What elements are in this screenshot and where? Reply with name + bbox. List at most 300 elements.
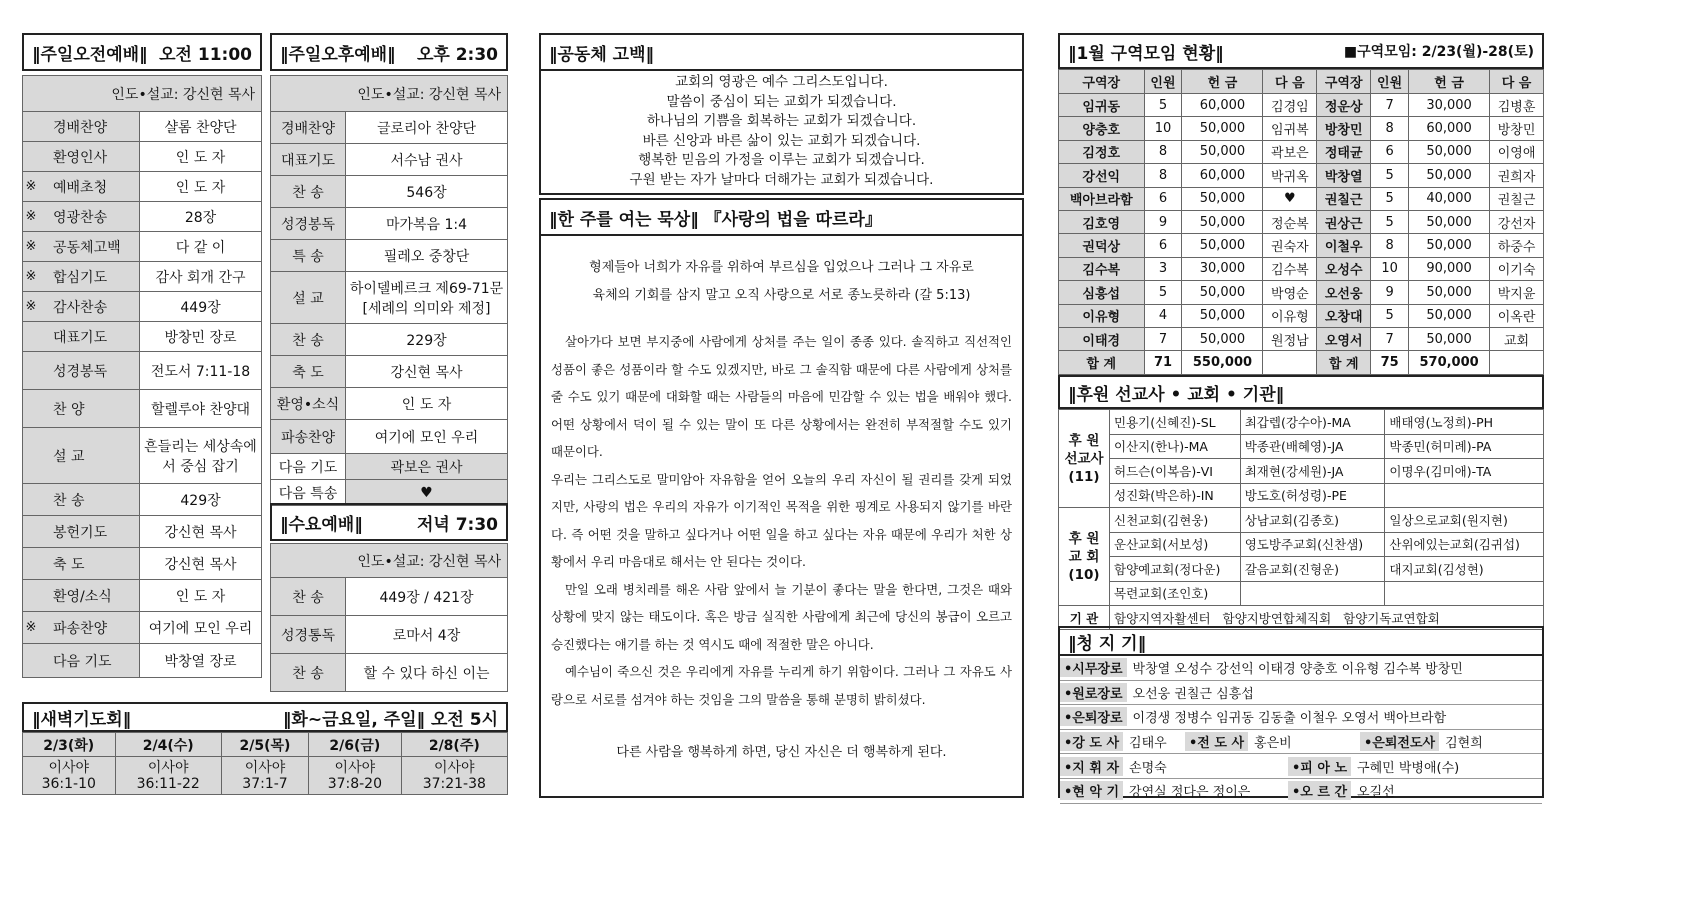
org-label: 기 관: [1059, 606, 1110, 630]
district-cell: 5: [1371, 164, 1409, 187]
district-cell: 8: [1144, 164, 1182, 187]
officer-group: [1060, 732, 1185, 751]
officer-group: [1360, 732, 1540, 751]
order-label: 예배초청: [39, 172, 140, 202]
district-cell: 60,000: [1409, 117, 1490, 140]
district-cell: [1263, 351, 1317, 374]
district-cell: 박영순: [1263, 281, 1317, 304]
order-mark: ※: [23, 172, 40, 202]
district-cell: 30,000: [1409, 94, 1490, 117]
officers-title: ‖청 지 기‖: [1068, 633, 1147, 654]
meditation-paragraph: 살아가다 보면 부지중에 사람에게 상처를 주는 일이 종종 있다. 솔직하고 직선적인 성품이 좋은 성품이라 할 수도 있겠지만, 바로 그 솔직함 때문에 다른 사람에게 상처를 줄 수도 있기 때문에 대화할 때는 사람들의 마음에 민감할 수 있는 법을 배워야 했다. 어떤 상황에서 덕이 될 수 있는 말이 또 다른 상황에서는 완전히 부적절할 수도 있기 때문이다.: [551, 334, 1012, 459]
confession-header: [539, 33, 1024, 71]
missionary-entry: 박종민(허미례)-PA: [1385, 434, 1544, 459]
confession-line: 하나님의 기쁨을 회복하는 교회가 되겠습니다.: [646, 113, 917, 129]
order-mark: [23, 112, 40, 142]
district-cell: 9: [1371, 281, 1409, 304]
order-label: 경배찬양: [271, 112, 346, 144]
order-label: 성경봉독: [271, 208, 346, 240]
district-cell: 7: [1371, 94, 1409, 117]
missionary-row: [1059, 410, 1544, 435]
order-label: 영광찬송: [39, 202, 140, 232]
officer-group: [1288, 781, 1538, 800]
church-entry: 상남교회(김종호): [1240, 508, 1385, 533]
officer-label: •은퇴장로: [1060, 707, 1127, 726]
district-cell: 50,000: [1182, 281, 1263, 304]
wednesday-row: [271, 616, 508, 654]
district-cell: 8: [1371, 234, 1409, 257]
order-label: 다음 특송: [271, 480, 346, 506]
dawn-passage: [221, 757, 308, 795]
sunday-am-row: [23, 202, 262, 232]
order-value: 429장: [140, 484, 262, 516]
district-cell: 30,000: [1182, 257, 1263, 280]
district-row: [1059, 257, 1544, 280]
order-value: 강신현 목사: [346, 356, 508, 388]
officer-names: 오선웅 권칠근 심흥섭: [1132, 686, 1254, 702]
officers-header: [1058, 626, 1544, 656]
order-label: 찬 송: [271, 324, 346, 356]
sunday-am-row: [23, 232, 262, 262]
district-cell: 정운상: [1317, 94, 1371, 117]
district-cell: 임귀복: [1263, 117, 1317, 140]
district-cell: 8: [1371, 117, 1409, 140]
order-value: 인 도 자: [140, 142, 262, 172]
church-entry: [1385, 581, 1544, 606]
officer-names: 오길선: [1357, 785, 1395, 801]
order-label: 다음 기도: [39, 644, 140, 678]
missionary-entry: [1385, 483, 1544, 508]
dawn-dates-row: [23, 733, 508, 757]
officer-label: •강 도 사: [1060, 732, 1123, 751]
sunday-am-time: 오전 11:00: [159, 44, 252, 65]
officer-label: •지 휘 자: [1060, 757, 1123, 776]
wednesday-title: ‖수요예배‖: [280, 514, 363, 535]
missionary-entry: 허드슨(이복음)-VI: [1110, 459, 1241, 484]
district-cell: 9: [1144, 210, 1182, 233]
district-cell: 합 계: [1317, 351, 1371, 374]
order-value: 강신현 목사: [140, 516, 262, 548]
district-cell: 권칠근: [1490, 187, 1544, 210]
meditation-paragraphs: [551, 328, 1012, 713]
sunday-am-row: [23, 142, 262, 172]
wednesday-leader: 인도•설교: 강신현 목사: [271, 544, 508, 578]
order-value: ♥: [346, 480, 508, 506]
order-value: 할 수 있다 하신 이는: [346, 654, 508, 692]
district-cell: 5: [1371, 187, 1409, 210]
sunday-pm-row: [271, 420, 508, 454]
district-cell: 김수복: [1263, 257, 1317, 280]
district-cell: 6: [1144, 234, 1182, 257]
order-mark: ※: [23, 262, 40, 292]
order-label: 공동체고백: [39, 232, 140, 262]
order-value: 449장: [140, 292, 262, 322]
officer-names: 강연실 정다은 정이은: [1129, 785, 1251, 801]
confession-line: 행복한 믿음의 가정을 이루는 교회가 되겠습니다.: [638, 152, 925, 168]
officer-group: [1288, 757, 1538, 776]
sunday-am-row: [23, 390, 262, 428]
district-col-header: 다 음: [1490, 70, 1544, 94]
dawn-passage: [401, 757, 507, 795]
district-cell: 임귀동: [1059, 94, 1145, 117]
sunday-am-table: [22, 75, 262, 678]
order-value: 여기에 모인 우리: [140, 612, 262, 644]
church-entry: 갈음교회(진형운): [1240, 557, 1385, 582]
wednesday-section: [270, 503, 508, 690]
order-label: 특 송: [271, 240, 346, 272]
church-row: [1059, 508, 1544, 533]
order-value: 박창열 장로: [140, 644, 262, 678]
order-mark: ※: [23, 292, 40, 322]
district-cell: 강선익: [1059, 164, 1145, 187]
order-mark: [23, 322, 40, 352]
district-cell: 이유형: [1059, 304, 1145, 327]
sunday-am-row: [23, 172, 262, 202]
wednesday-header: [270, 503, 508, 541]
district-row: [1059, 210, 1544, 233]
officer-names: 홍은비: [1254, 736, 1292, 752]
officer-label: •오 르 간: [1288, 781, 1351, 800]
order-value: 샬롬 찬양단: [140, 112, 262, 142]
district-col-header: 헌 금: [1409, 70, 1490, 94]
wednesday-row: [271, 654, 508, 692]
meditation-header: [539, 198, 1024, 236]
dawn-title: ‖새벽기도회‖: [32, 709, 132, 730]
missions-header: [1058, 375, 1544, 409]
order-label: 봉헌기도: [39, 516, 140, 548]
sunday-pm-row: [271, 480, 508, 506]
district-cell: 8: [1144, 140, 1182, 163]
sunday-pm-row: [271, 388, 508, 420]
wednesday-table: [270, 543, 508, 692]
sunday-pm-row: [271, 356, 508, 388]
order-label: 찬 양: [39, 390, 140, 428]
confession-title: ‖공동체 고백‖: [549, 44, 655, 65]
missions-section: [1058, 375, 1544, 626]
district-cell: 오선웅: [1317, 281, 1371, 304]
order-mark: ※: [23, 202, 40, 232]
missionary-label-line: 후 원: [1068, 432, 1100, 449]
dawn-book: 이사야: [244, 759, 286, 776]
order-value: 여기에 모인 우리: [346, 420, 508, 454]
meditation-verse-line2: 육체의 기회를 삼지 말고 오직 사랑으로 서로 종노릇하라 (갈 5:13): [592, 288, 971, 303]
officer-group: [1060, 781, 1288, 800]
district-cell: 김정호: [1059, 140, 1145, 163]
district-col-header: 구역장: [1059, 70, 1145, 94]
meditation-paragraph: 예수님이 죽으신 것은 우리에게 자유를 누리게 하기 위함이다. 그러나 그 자유도 사랑으로 서로를 섬겨야 하는 것임을 그의 말씀을 통해 분명히 밝히셨다.: [551, 664, 1012, 707]
sunday-am-header: [22, 33, 262, 71]
district-col-header: 다 음: [1263, 70, 1317, 94]
church-entry: 함양예교회(정다운): [1110, 557, 1241, 582]
district-cell: 40,000: [1409, 187, 1490, 210]
order-label: 찬 송: [271, 654, 346, 692]
district-row: [1059, 94, 1544, 117]
district-cell: 5: [1144, 94, 1182, 117]
district-cell: 50,000: [1409, 327, 1490, 350]
order-mark: [23, 428, 40, 484]
dawn-date: 2/4(수): [115, 733, 221, 757]
district-cell: 75: [1371, 351, 1409, 374]
district-cell: 90,000: [1409, 257, 1490, 280]
order-label: 설 교: [39, 428, 140, 484]
order-value: 인 도 자: [346, 388, 508, 420]
dawn-date: 2/6(금): [309, 733, 402, 757]
order-mark: [23, 390, 40, 428]
district-cell: 오성수: [1317, 257, 1371, 280]
district-cell: [1490, 351, 1544, 374]
church-row: [1059, 532, 1544, 557]
order-mark: [23, 516, 40, 548]
district-cell: 오창대: [1317, 304, 1371, 327]
officer-label: •전 도 사: [1185, 732, 1248, 751]
dawn-verse: 37:8-20: [327, 775, 382, 792]
sunday-pm-row: [271, 324, 508, 356]
officer-names: 구혜민 박병애(수): [1357, 760, 1460, 776]
order-value: 할렐루야 찬양대: [140, 390, 262, 428]
district-row: [1059, 234, 1544, 257]
sunday-am-title: ‖주일오전예배‖: [32, 44, 148, 65]
order-label: 대표기도: [271, 144, 346, 176]
district-cell: 이유형: [1263, 304, 1317, 327]
dawn-date: 2/8(주): [401, 733, 507, 757]
district-title: ‖1월 구역모임 현황‖: [1068, 43, 1224, 64]
officer-group: [1060, 757, 1288, 776]
confession-line: 구원 받는 자가 날마다 더해가는 교회가 되겠습니다.: [629, 171, 934, 188]
order-label: 감사찬송: [39, 292, 140, 322]
order-value: 하이델베르크 제69-71문 [세례의 의미와 제정]: [346, 272, 508, 324]
district-cell: 곽보은: [1263, 140, 1317, 163]
order-value: 글로리아 찬양단: [346, 112, 508, 144]
district-cell: 권희자: [1490, 164, 1544, 187]
order-value: 인 도 자: [140, 580, 262, 612]
district-cell: 50,000: [1409, 140, 1490, 163]
missionary-label: [1059, 410, 1110, 508]
officer-names: 김현희: [1445, 736, 1483, 752]
officer-row: [1060, 681, 1542, 706]
district-cell: 6: [1144, 187, 1182, 210]
order-label: 대표기도: [39, 322, 140, 352]
district-cell: 7: [1371, 327, 1409, 350]
officer-label: •시무장로: [1060, 658, 1127, 677]
order-value: 다 같 이: [140, 232, 262, 262]
order-label: 축 도: [39, 548, 140, 580]
sunday-am-row: [23, 644, 262, 678]
dawn-verse: 37:21-38: [422, 775, 486, 792]
sunday-pm-table: [270, 75, 508, 506]
order-label: 다음 기도: [271, 454, 346, 480]
sunday-pm-header: [270, 33, 508, 71]
dawn-section: [22, 702, 508, 798]
sunday-am-row: [23, 292, 262, 322]
district-cell: 강선자: [1490, 210, 1544, 233]
district-cell: 오영서: [1317, 327, 1371, 350]
missions-title: ‖후원 선교사 • 교회 • 기관‖: [1068, 384, 1285, 405]
order-value: 필레오 중창단: [346, 240, 508, 272]
meditation-closing: 다른 사람을 행복하게 하면, 당신 자신은 더 행복하게 된다.: [616, 745, 947, 760]
district-col-header: 구역장: [1317, 70, 1371, 94]
district-cell: 50,000: [1409, 164, 1490, 187]
dawn-date: 2/5(목): [221, 733, 308, 757]
missions-table: [1058, 409, 1544, 630]
district-row: [1059, 281, 1544, 304]
order-value: 28장: [140, 202, 262, 232]
officer-row: [1060, 656, 1542, 681]
district-cell: 7: [1144, 327, 1182, 350]
order-value: 로마서 4장: [346, 616, 508, 654]
officer-row: [1060, 705, 1542, 730]
district-cell: 60,000: [1182, 94, 1263, 117]
officer-group: [1185, 732, 1360, 751]
order-label: 찬 송: [271, 578, 346, 616]
church-entry: 산위에있는교회(김귀섭): [1385, 532, 1544, 557]
district-cell: 박지윤: [1490, 281, 1544, 304]
sunday-pm-row: [271, 112, 508, 144]
meditation-paragraph: 만일 오래 병치레를 해온 사람 앞에서 늘 기분이 좋다는 말을 한다면, 그것은 때와 상황에 맞지 않는 태도이다. 혹은 방금 실직한 사람에게 최근에 당신의 봉급이 오르고 승진했다는 얘기를 하는 것 역시도 때에 적절한 말은 아니다.: [551, 581, 1012, 652]
order-label: 찬 송: [39, 484, 140, 516]
district-cell: 정태균: [1317, 140, 1371, 163]
dawn-passage: [309, 757, 402, 795]
sunday-am-section: [22, 33, 262, 690]
church-entry: 신천교회(김현웅): [1110, 508, 1241, 533]
district-cell: 권칠근: [1317, 187, 1371, 210]
dawn-passages-row: [23, 757, 508, 795]
order-label: 축 도: [271, 356, 346, 388]
district-cell: 김경임: [1263, 94, 1317, 117]
district-cell: 방창민: [1490, 117, 1544, 140]
missionary-entry: 박종관(배혜영)-JA: [1240, 434, 1385, 459]
missionary-entry: 민용기(신혜진)-SL: [1110, 410, 1241, 435]
order-mark: [23, 548, 40, 580]
district-cell: 71: [1144, 351, 1182, 374]
sunday-am-row: [23, 322, 262, 352]
order-mark: [23, 580, 40, 612]
order-value: 강신현 목사: [140, 548, 262, 580]
sunday-am-row: [23, 352, 262, 390]
dawn-book: 이사야: [48, 759, 90, 776]
officer-label: •은퇴전도사: [1360, 732, 1439, 751]
district-cell: 4: [1144, 304, 1182, 327]
dawn-header: [22, 702, 508, 732]
sunday-pm-row: [271, 454, 508, 480]
church-entry: [1240, 581, 1385, 606]
dawn-table: [22, 732, 508, 795]
meditation-section: [539, 198, 1024, 798]
order-label: 성경봉독: [39, 352, 140, 390]
district-cell: ♥: [1263, 187, 1317, 210]
missionary-label-line: 선교사: [1064, 450, 1104, 467]
district-cell: 이기숙: [1490, 257, 1544, 280]
district-cell: 570,000: [1409, 351, 1490, 374]
district-cell: 원정남: [1263, 327, 1317, 350]
dawn-verse: 37:1-7: [242, 775, 288, 792]
district-cell: 김수복: [1059, 257, 1145, 280]
order-label: 파송찬양: [271, 420, 346, 454]
sunday-am-row: [23, 112, 262, 142]
missionary-row: [1059, 459, 1544, 484]
sunday-pm-row: [271, 144, 508, 176]
confession-section: [539, 33, 1024, 195]
district-cell: 50,000: [1182, 234, 1263, 257]
dawn-book: 이사야: [147, 759, 189, 776]
district-cell: 5: [1371, 210, 1409, 233]
church-label-line: 후 원: [1068, 530, 1100, 547]
sunday-pm-row: [271, 240, 508, 272]
dawn-book: 이사야: [434, 759, 475, 776]
officer-names: 김태우: [1129, 736, 1167, 752]
order-value: 229장: [346, 324, 508, 356]
district-cell: 50,000: [1409, 304, 1490, 327]
order-value: 감사 회개 간구: [140, 262, 262, 292]
sunday-am-row: [23, 516, 262, 548]
district-cell: 550,000: [1182, 351, 1263, 374]
district-cell: 이태경: [1059, 327, 1145, 350]
district-row: [1059, 117, 1544, 140]
sunday-am-row: [23, 428, 262, 484]
district-row: [1059, 304, 1544, 327]
district-cell: 심흥섭: [1059, 281, 1145, 304]
district-row: [1059, 351, 1544, 374]
order-value: 곽보은 권사: [346, 454, 508, 480]
district-cell: 권상근: [1317, 210, 1371, 233]
order-value: 마가복음 1:4: [346, 208, 508, 240]
order-mark: ※: [23, 232, 40, 262]
district-cell: 50,000: [1409, 210, 1490, 233]
missionary-entry: 방도호(허성령)-PE: [1240, 483, 1385, 508]
district-cell: 60,000: [1182, 164, 1263, 187]
order-label: 파송찬양: [39, 612, 140, 644]
order-value: 서수남 권사: [346, 144, 508, 176]
church-label-line: (10): [1068, 566, 1100, 583]
district-cell: 정순복: [1263, 210, 1317, 233]
officer-row: [1060, 779, 1542, 804]
missionary-entry: 최재현(강세원)-JA: [1240, 459, 1385, 484]
dawn-schedule: ‖화~금요일, 주일‖ 오전 5시: [282, 709, 498, 730]
meditation-verse: [551, 254, 1012, 310]
district-cell: 3: [1144, 257, 1182, 280]
district-table: [1058, 69, 1544, 375]
sunday-am-row: [23, 612, 262, 644]
order-label: 환영/소식: [39, 580, 140, 612]
meditation-paragraph: 우리는 그리스도로 말미암아 자유함을 얻어 오늘의 우리 자신이 될 권리를 갖게 되었지만, 사랑의 법은 우리의 자유가 이기적인 목적을 위한 핑계로 사용되지 않기를 바란다. 즉 어떤 것을 말하고 싶다거나 어떤 일을 하고 싶다는 자유 때문에 우리가 처한 상황에서 우리 마음대로 해서는 안 된다는 것이다.: [551, 471, 1012, 569]
sunday-pm-time: 오후 2:30: [416, 44, 498, 65]
church-entry: 목련교회(조인호): [1110, 581, 1241, 606]
church-entry: 대지교회(김성현): [1385, 557, 1544, 582]
missionary-entry: 배태영(노정희)-PH: [1385, 410, 1544, 435]
district-cell: 10: [1144, 117, 1182, 140]
district-cell: 50,000: [1409, 281, 1490, 304]
dawn-passage: [115, 757, 221, 795]
order-mark: [23, 142, 40, 172]
sunday-am-leader: 인도•설교: 강신현 목사: [23, 76, 262, 112]
dawn-passage: [23, 757, 116, 795]
sunday-pm-row: [271, 272, 508, 324]
dawn-book: 이사야: [334, 759, 376, 776]
officer-names: 박창열 오성수 강선익 이태경 양충호 이유형 김수복 방창민: [1132, 662, 1463, 678]
sunday-pm-section: [270, 33, 508, 502]
officer-names: 손명숙: [1129, 760, 1167, 776]
confession-text: [539, 71, 1024, 195]
district-cell: 50,000: [1409, 234, 1490, 257]
order-value: 449장 / 421장: [346, 578, 508, 616]
district-cell: 이영애: [1490, 140, 1544, 163]
district-cell: 5: [1144, 281, 1182, 304]
order-label: 합심기도: [39, 262, 140, 292]
church-row: [1059, 581, 1544, 606]
district-cell: 교회: [1490, 327, 1544, 350]
church-entry: 운산교회(서보성): [1110, 532, 1241, 557]
order-label: 성경통독: [271, 616, 346, 654]
order-value: 전도서 7:11-18: [140, 352, 262, 390]
